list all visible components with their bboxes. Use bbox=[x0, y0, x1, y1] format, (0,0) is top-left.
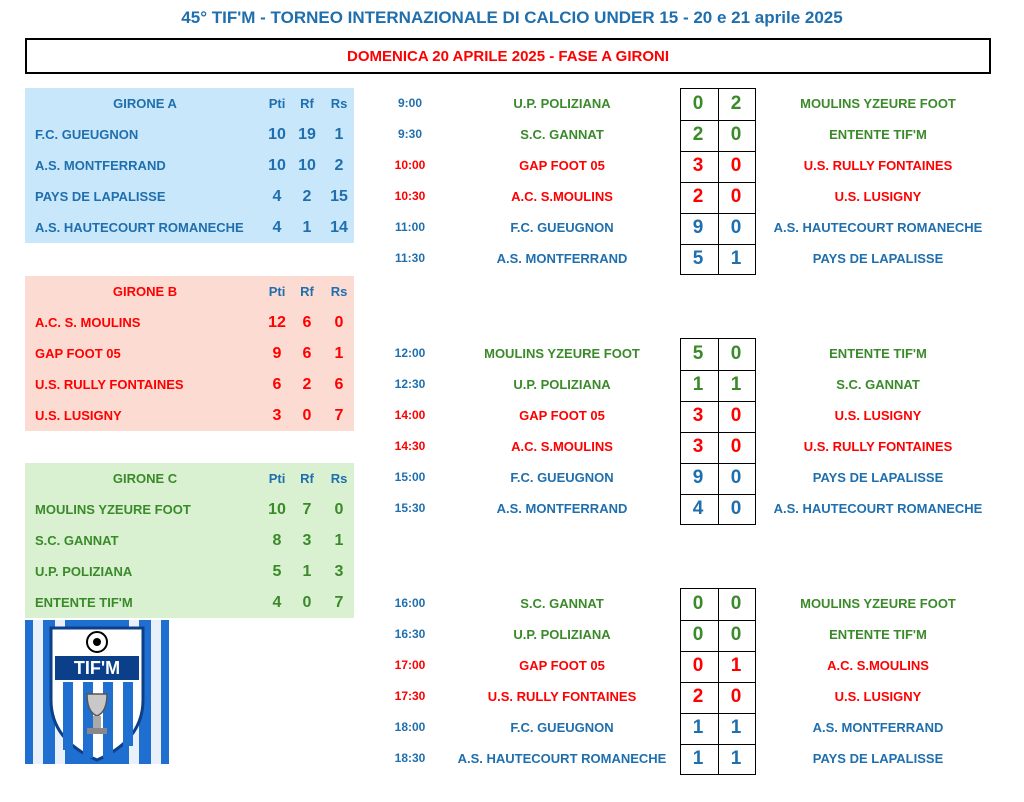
team-rs: 6 bbox=[334, 376, 344, 393]
home-team: S.C. GANNAT bbox=[520, 596, 604, 611]
team-rf: 0 bbox=[302, 407, 312, 424]
away-team: ENTENTE TIF'M bbox=[829, 627, 927, 642]
team-pti: 3 bbox=[272, 407, 282, 424]
match-time: 14:30 bbox=[394, 439, 426, 453]
team-rf: 2 bbox=[302, 376, 312, 393]
page-title: 45° TIF'M - TORNEO INTERNAZIONALE DI CALCIO UNDER 15 - 20 e 21 aprile 2025 bbox=[181, 8, 843, 27]
away-team: A.S. HAUTECOURT ROMANECHE bbox=[773, 501, 983, 516]
away-score: 0 bbox=[730, 124, 742, 145]
match-time: 14:00 bbox=[394, 408, 426, 422]
away-score: 1 bbox=[730, 248, 742, 269]
home-team: A.S. HAUTECOURT ROMANECHE bbox=[457, 751, 667, 766]
score-row-line bbox=[681, 151, 755, 152]
home-team: F.C. GUEUGNON bbox=[510, 220, 614, 235]
team-rf: 1 bbox=[302, 563, 312, 580]
team-pti: 12 bbox=[268, 314, 286, 331]
score-box bbox=[680, 88, 756, 275]
away-score: 1 bbox=[730, 748, 742, 769]
col-rf: Rf bbox=[300, 284, 314, 299]
team-rs: 14 bbox=[330, 219, 348, 236]
score-row-line bbox=[681, 651, 755, 652]
score-row-line bbox=[681, 182, 755, 183]
home-team: F.C. GUEUGNON bbox=[510, 720, 614, 735]
match-time: 17:30 bbox=[394, 689, 426, 703]
away-score: 0 bbox=[730, 405, 742, 426]
away-score: 1 bbox=[730, 655, 742, 676]
away-team: U.S. LUSIGNY bbox=[834, 689, 922, 704]
away-team: A.S. MONTFERRAND bbox=[812, 720, 944, 735]
home-score: 5 bbox=[692, 343, 704, 364]
team-pti: 4 bbox=[272, 188, 282, 205]
standing-row bbox=[25, 525, 354, 556]
match-time: 10:00 bbox=[394, 158, 426, 172]
team-rs: 1 bbox=[334, 126, 344, 143]
match-time: 12:30 bbox=[394, 377, 426, 391]
team-pti: 5 bbox=[272, 563, 282, 580]
home-score: 0 bbox=[692, 624, 704, 645]
home-score: 2 bbox=[692, 186, 704, 207]
score-row-line bbox=[681, 620, 755, 621]
away-score: 0 bbox=[730, 343, 742, 364]
standing-row bbox=[25, 556, 354, 587]
standing-row bbox=[25, 494, 354, 525]
home-team: GAP FOOT 05 bbox=[519, 658, 605, 673]
match-time: 11:00 bbox=[394, 220, 426, 234]
logo-text: TIF'M bbox=[73, 658, 121, 678]
team-name: ENTENTE TIF'M bbox=[35, 595, 133, 610]
home-score: 9 bbox=[692, 467, 704, 488]
away-team: MOULINS YZEURE FOOT bbox=[800, 596, 956, 611]
team-rf: 6 bbox=[302, 314, 312, 331]
team-rs: 0 bbox=[334, 314, 344, 331]
away-team: MOULINS YZEURE FOOT bbox=[800, 96, 956, 111]
away-score: 0 bbox=[730, 498, 742, 519]
col-pti: Pti bbox=[268, 471, 286, 486]
away-team: A.C. S.MOULINS bbox=[827, 658, 929, 673]
away-score: 0 bbox=[730, 593, 742, 614]
team-pti: 10 bbox=[268, 501, 286, 518]
group-name: GIRONE A bbox=[113, 96, 177, 111]
group-header bbox=[25, 463, 354, 494]
team-name: S.C. GANNAT bbox=[35, 533, 119, 548]
home-team: A.S. MONTFERRAND bbox=[496, 501, 628, 516]
away-score: 0 bbox=[730, 217, 742, 238]
home-team: A.C. S.MOULINS bbox=[511, 189, 613, 204]
home-team: S.C. GANNAT bbox=[520, 127, 604, 142]
score-box bbox=[680, 588, 756, 775]
team-pti: 4 bbox=[272, 219, 282, 236]
away-score: 0 bbox=[730, 686, 742, 707]
match-time: 12:00 bbox=[394, 346, 426, 360]
team-name: GAP FOOT 05 bbox=[35, 346, 121, 361]
home-score: 1 bbox=[692, 748, 704, 769]
away-score: 0 bbox=[730, 436, 742, 457]
team-name: MOULINS YZEURE FOOT bbox=[35, 502, 191, 517]
home-team: U.S. RULLY FONTAINES bbox=[487, 689, 637, 704]
score-row-line bbox=[681, 244, 755, 245]
home-team: A.S. MONTFERRAND bbox=[496, 251, 628, 266]
away-score: 2 bbox=[730, 93, 742, 114]
team-pti: 6 bbox=[272, 376, 282, 393]
score-row-line bbox=[681, 682, 755, 683]
team-name: A.S. HAUTECOURT ROMANECHE bbox=[35, 220, 244, 235]
score-row-line bbox=[681, 370, 755, 371]
col-rs: Rs bbox=[330, 471, 348, 486]
match-time: 18:30 bbox=[394, 751, 426, 765]
home-score: 0 bbox=[692, 593, 704, 614]
home-team: GAP FOOT 05 bbox=[519, 408, 605, 423]
standing-row bbox=[25, 587, 354, 618]
score-row-line bbox=[681, 713, 755, 714]
home-team: A.C. S.MOULINS bbox=[511, 439, 613, 454]
team-rs: 7 bbox=[334, 407, 344, 424]
home-score: 2 bbox=[692, 124, 704, 145]
home-score: 1 bbox=[692, 374, 704, 395]
team-rs: 1 bbox=[334, 345, 344, 362]
team-rs: 3 bbox=[334, 563, 344, 580]
match-time: 16:30 bbox=[394, 627, 426, 641]
away-team: ENTENTE TIF'M bbox=[829, 127, 927, 142]
score-row-line bbox=[681, 120, 755, 121]
team-rf: 7 bbox=[302, 501, 312, 518]
group-name: GIRONE B bbox=[112, 284, 178, 299]
score-row-line bbox=[681, 463, 755, 464]
team-rf: 2 bbox=[302, 188, 312, 205]
home-team: GAP FOOT 05 bbox=[519, 158, 605, 173]
team-pti: 10 bbox=[268, 126, 286, 143]
col-rs: Rs bbox=[330, 96, 348, 111]
home-team: U.P. POLIZIANA bbox=[513, 377, 611, 392]
score-row-line bbox=[681, 432, 755, 433]
away-team: PAYS DE LAPALISSE bbox=[812, 751, 944, 766]
home-score: 3 bbox=[692, 405, 704, 426]
match-time: 9:00 bbox=[397, 96, 423, 110]
tifm-logo bbox=[25, 620, 169, 764]
standing-row bbox=[25, 369, 354, 400]
team-rf: 0 bbox=[302, 594, 312, 611]
home-team: MOULINS YZEURE FOOT bbox=[484, 346, 640, 361]
score-row-line bbox=[681, 213, 755, 214]
match-time: 17:00 bbox=[394, 658, 426, 672]
standing-row bbox=[25, 338, 354, 369]
score-row-line bbox=[681, 744, 755, 745]
home-team: U.P. POLIZIANA bbox=[513, 96, 611, 111]
team-name: A.S. MONTFERRAND bbox=[35, 158, 166, 173]
col-pti: Pti bbox=[268, 284, 286, 299]
home-score: 1 bbox=[692, 717, 704, 738]
match-time: 18:00 bbox=[394, 720, 426, 734]
team-rf: 10 bbox=[298, 157, 316, 174]
team-rf: 3 bbox=[302, 532, 312, 549]
home-score: 3 bbox=[692, 155, 704, 176]
away-team: U.S. LUSIGNY bbox=[834, 408, 922, 423]
team-rf: 6 bbox=[302, 345, 312, 362]
away-score: 0 bbox=[730, 467, 742, 488]
standing-row bbox=[25, 307, 354, 338]
standing-row bbox=[25, 212, 354, 243]
team-rs: 15 bbox=[330, 188, 348, 205]
home-score: 0 bbox=[692, 655, 704, 676]
team-rs: 1 bbox=[334, 532, 344, 549]
group-c-table bbox=[25, 463, 354, 618]
match-time: 15:00 bbox=[394, 470, 426, 484]
score-box bbox=[680, 338, 756, 525]
match-time: 16:00 bbox=[394, 596, 426, 610]
group-name: GIRONE C bbox=[112, 471, 178, 486]
home-score: 5 bbox=[692, 248, 704, 269]
group-header bbox=[25, 88, 354, 119]
team-rs: 7 bbox=[334, 594, 344, 611]
col-rs: Rs bbox=[330, 284, 348, 299]
team-rs: 2 bbox=[334, 157, 344, 174]
team-rs: 0 bbox=[334, 501, 344, 518]
home-team: F.C. GUEUGNON bbox=[510, 470, 614, 485]
away-team: S.C. GANNAT bbox=[836, 377, 920, 392]
away-team: U.S. RULLY FONTAINES bbox=[803, 439, 953, 454]
standing-row bbox=[25, 400, 354, 431]
away-score: 0 bbox=[730, 155, 742, 176]
home-score: 9 bbox=[692, 217, 704, 238]
team-pti: 9 bbox=[272, 345, 282, 362]
standing-row bbox=[25, 181, 354, 212]
away-team: A.S. HAUTECOURT ROMANECHE bbox=[773, 220, 983, 235]
team-name: U.P. POLIZIANA bbox=[35, 564, 133, 579]
team-pti: 8 bbox=[272, 532, 282, 549]
home-score: 3 bbox=[692, 436, 704, 457]
group-b-table bbox=[25, 276, 354, 431]
standing-row bbox=[25, 119, 354, 150]
away-score: 0 bbox=[730, 186, 742, 207]
match-time: 15:30 bbox=[394, 501, 426, 515]
team-name: U.S. LUSIGNY bbox=[35, 408, 122, 423]
group-header bbox=[25, 276, 354, 307]
standing-row bbox=[25, 150, 354, 181]
col-pti: Pti bbox=[268, 96, 286, 111]
team-name: F.C. GUEUGNON bbox=[35, 127, 139, 142]
match-time: 9:30 bbox=[397, 127, 423, 141]
home-score: 2 bbox=[692, 686, 704, 707]
team-name: PAYS DE LAPALISSE bbox=[35, 189, 166, 204]
away-team: PAYS DE LAPALISSE bbox=[812, 470, 944, 485]
team-name: A.C. S. MOULINS bbox=[35, 315, 141, 330]
away-score: 0 bbox=[730, 624, 742, 645]
team-rf: 19 bbox=[298, 126, 316, 143]
team-rf: 1 bbox=[302, 219, 312, 236]
away-team: U.S. LUSIGNY bbox=[834, 189, 922, 204]
home-score: 4 bbox=[692, 498, 704, 519]
group-a-table bbox=[25, 88, 354, 243]
col-rf: Rf bbox=[300, 471, 314, 486]
home-score: 0 bbox=[692, 93, 704, 114]
team-pti: 4 bbox=[272, 594, 282, 611]
home-team: U.P. POLIZIANA bbox=[513, 627, 611, 642]
col-rf: Rf bbox=[300, 96, 314, 111]
away-score: 1 bbox=[730, 717, 742, 738]
day-banner: DOMENICA 20 APRILE 2025 - FASE A GIRONI bbox=[25, 38, 991, 74]
team-name: U.S. RULLY FONTAINES bbox=[35, 377, 184, 392]
team-pti: 10 bbox=[268, 157, 286, 174]
away-score: 1 bbox=[730, 374, 742, 395]
score-row-line bbox=[681, 401, 755, 402]
match-time: 10:30 bbox=[394, 189, 426, 203]
away-team: PAYS DE LAPALISSE bbox=[812, 251, 944, 266]
away-team: U.S. RULLY FONTAINES bbox=[803, 158, 953, 173]
score-row-line bbox=[681, 494, 755, 495]
away-team: ENTENTE TIF'M bbox=[829, 346, 927, 361]
match-time: 11:30 bbox=[394, 251, 426, 265]
